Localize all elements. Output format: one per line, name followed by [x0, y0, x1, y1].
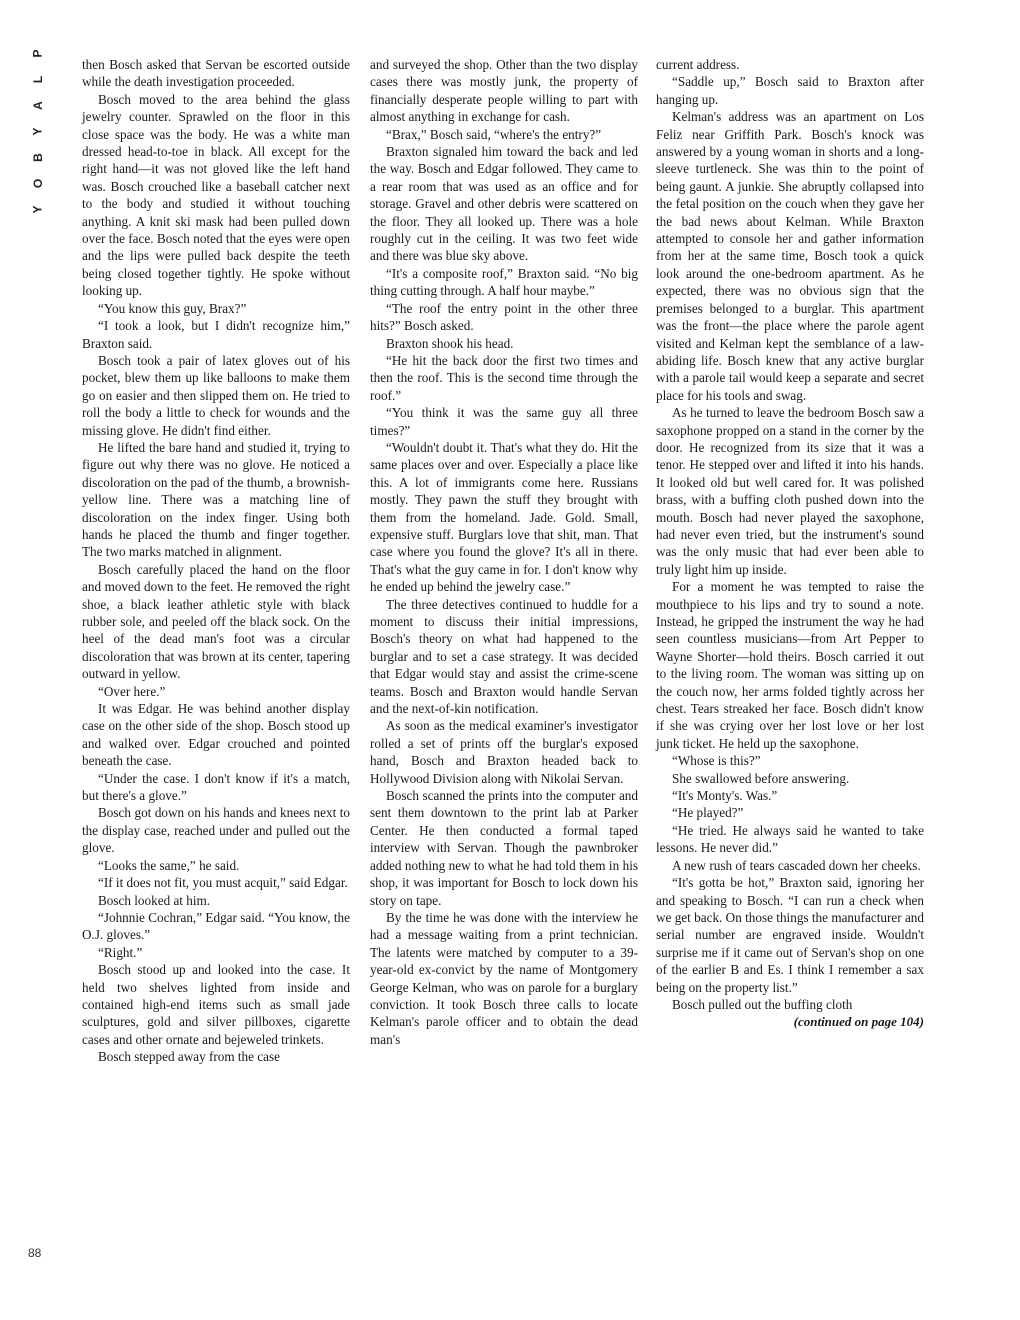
- magazine-logo: [28, 40, 48, 222]
- paragraph: “He played?”: [672, 805, 744, 821]
- paragraph: By the time he was done with the interview he had a message waiting from a print technician. The latents were matched by computer to a 39-year-old ex-convict by the name of Montgomery George Kelman, who was on parole for a burglary conviction. It took Bosch three calls to locate Kelman's parole officer and to obtain the dead man's: [370, 909, 638, 1047]
- paragraph: As soon as the medical examiner's investigator rolled a set of prints off the burglar's exposed hand, Bosch and Braxton headed back to Hollywood Division along with Nikolai Servan.: [370, 718, 638, 786]
- paragraph: “Saddle up,” Bosch said to Braxton after hanging up.: [656, 74, 924, 107]
- paragraph: He lifted the bare hand and studied it, trying to figure out why there was no glove. He noticed a discoloration on the pad of the thumb, a brownish-yellow line. There was a matching line of discoloration on the index finger. Using both hands he placed the thumb and finger together. The two marks matched in alignment.: [82, 439, 350, 560]
- paragraph: then Bosch asked that Servan be escorted outside while the death investigation proceeded.: [82, 57, 350, 90]
- text-column-2: [370, 56, 638, 1048]
- paragraph: She swallowed before answering.: [672, 770, 850, 786]
- paragraph: “Johnnie Cochran,” Edgar said. “You know, the O.J. gloves.”: [82, 909, 350, 943]
- paragraph: Bosch took a pair of latex gloves out of his pocket, blew them up like balloons to make them go on easier and then slipped them on. He tried to roll the body a little to check for wounds and the missing glove. He didn't find either.: [82, 352, 350, 438]
- paragraph: “Wouldn't doubt it. That's what they do. Hit the same places over and over. Especially a place like this. A lot of immigrants come here. Russians mostly. They pawn the stuff they brought with them from the homeland. Jade. Gold. Small, expensive stuff. Burglars love that shit, man. That case where you found the glove? It's all in there. That's what the guy came in for. I don't know why he ended up behind the jewelry case.”: [370, 439, 638, 595]
- paragraph: and surveyed the shop. Other than the two display cases there was mostly junk, the property of financially desperate people willing to part with almost anything in exchange for cash.: [370, 57, 638, 125]
- paragraph: “Whose is this?”: [672, 753, 761, 769]
- page-number: 88: [28, 1246, 42, 1260]
- paragraph: “He tried. He always said he wanted to take lessons. He never did.”: [656, 822, 924, 856]
- logo-letter: Y: [30, 126, 45, 136]
- paragraph: Bosch moved to the area behind the glass jewelry counter. Sprawled on the floor in this close space was the body. He was a white man dressed head-to-toe in black. All except for the right hand—it was not gloved like the left hand was. Bosch crouched like a baseball catcher next to the body and studied it without touching anything. A knit ski mask had been pulled down over the face. Bosch noted that the eyes were open and the lips were pulled back despite the teeth being closed together tightly. He spoke without looking up.: [82, 91, 350, 299]
- paragraph: “You know this guy, Brax?”: [98, 300, 247, 316]
- paragraph: Bosch stood up and looked into the case. It held two shelves lighted from inside and contained high-end items such as small jade sculptures, gold and silver pillboxes, cigarette cases and other ornate and bejeweled trinkets.: [82, 962, 350, 1047]
- paragraph: “It's gotta be hot,” Braxton said, ignoring her and speaking to Bosch. “I can run a check when we get back. On those things the manufacturer and serial number are engraved inside. Wouldn't surprise me if it came out of Servan's shop on one of the earlier B and Es. I think I remember a sax being on the property list.”: [656, 875, 924, 995]
- paragraph: A new rush of tears cascaded down her cheeks.: [672, 857, 921, 873]
- paragraph: “Over here.”: [98, 683, 166, 699]
- paragraph: The three detectives continued to huddle for a moment to discuss their initial impressions, Bosch's theory on what had happened to the burglar and to set a case strategy. It was decided that Edgar would stay and assist the crime-scene teams. Bosch and Braxton would handle Servan and the next-of-kin notification.: [370, 596, 638, 717]
- logo-letter: A: [30, 100, 45, 110]
- text-column-3: [656, 56, 924, 1031]
- paragraph: “He hit the back door the first two times and then the roof. This is the second time through the roof.”: [370, 352, 638, 403]
- paragraph: “It's Monty's. Was.”: [672, 788, 778, 804]
- paragraph: Braxton signaled him toward the back and led the way. Bosch and Edgar followed. They came to a rear room that was used as an office and for storage. Gravel and other debris were scattered on the floor. They all looked up. There was a hole roughly cut in the ceiling. It was two feet wide and there was blue sky above.: [370, 144, 638, 264]
- continued-note: (continued on page 104): [793, 1014, 924, 1030]
- logo-letter: P: [30, 48, 45, 58]
- paragraph: “Right.”: [98, 944, 143, 960]
- paragraph: “If it does not fit, you must acquit,” said Edgar.: [98, 875, 348, 891]
- paragraph: For a moment he was tempted to raise the mouthpiece to his lips and try to sound a note. Instead, he gripped the instrument the way he had seen countless musicians—from Art Pepper to Wayne Shorter—hold theirs. Bosch carried it out to the living room. The woman was sitting up on the couch now, her arms folded tightly across her chest. Tears streaked her face. Bosch didn't know if she was crying over her lost love or her lost junk ticket. He held up the saxophone.: [656, 579, 924, 751]
- paragraph: “You think it was the same guy all three times?”: [370, 405, 638, 438]
- paragraph: Bosch got down on his hands and knees next to the display case, reached under and pulled out the glove.: [82, 805, 350, 856]
- paragraph: current address.: [656, 57, 740, 72]
- paragraph: Bosch stepped away from the case: [98, 1049, 280, 1065]
- paragraph: As he turned to leave the bedroom Bosch saw a saxophone propped on a stand in the corner by the door. He recognized from its size that it was a tenor. He stepped over and lifted it into his hands. It looked old but well cared for. It was polished brass, with a buffing cloth pushed down into the mouth. Bosch had never played the saxophone, had never even tried, but the instrument's sound was the only music that had ever been able to truly light him up inside.: [656, 405, 924, 577]
- paragraph: Kelman's address was an apartment on Los Feliz near Griffith Park. Bosch's knock was answered by a young woman in shorts and a long-sleeve turtleneck. She was thin to the point of being gaunt. A junkie. She abruptly collapsed into the fetal position on the couch when they gave her the bad news about Kelman. While Braxton attempted to console her and gather information from her at the same time, Bosch took a quick look around the one-bedroom apartment. As he expected, there was no obvious sign that the premises belonged to a burglar. This apartment was the front—the place where the parole agent visited and Kelman kept the semblance of a law-abiding life. Bosch knew that any active burglar with a parole tail would keep a separate and secret place for his tools and swag.: [656, 109, 924, 403]
- logo-letter: O: [31, 177, 45, 189]
- paragraph: “It's a composite roof,” Braxton said. “No big thing cutting through. A half hour maybe.”: [370, 265, 638, 299]
- logo-letter: Y: [30, 204, 45, 214]
- paragraph: “The roof the entry point in the other three hits?” Bosch asked.: [370, 300, 638, 334]
- paragraph: Bosch looked at him.: [98, 892, 211, 908]
- logo-letter: B: [30, 152, 45, 162]
- paragraph: Braxton shook his head.: [386, 335, 514, 351]
- paragraph: Bosch pulled out the buffing cloth: [672, 996, 853, 1012]
- paragraph: “Looks the same,” he said.: [98, 857, 240, 873]
- paragraph: “Brax,” Bosch said, “where's the entry?”: [386, 126, 602, 142]
- logo-letter: L: [31, 74, 45, 84]
- paragraph: “I took a look, but I didn't recognize him,” Braxton said.: [82, 318, 350, 351]
- text-column-1: [82, 56, 350, 1066]
- paragraph: Bosch scanned the prints into the computer and sent them downtown to the print lab at Parker Center. He then conducted a formal taped interview with Servan. Though the pawnbroker added nothing new to what he had told them in his shop, it was important for Bosch to lock down his story on tape.: [370, 788, 638, 908]
- paragraph: “Under the case. I don't know if it's a match, but there's a glove.”: [82, 770, 350, 804]
- paragraph: It was Edgar. He was behind another display case on the other side of the shop. Bosch stood up and walked over. Edgar crouched and pointed beneath the case.: [82, 701, 350, 769]
- paragraph: Bosch carefully placed the hand on the floor and moved down to the feet. He removed the right shoe, a black leather athletic style with black rubber sole, and peeled off the black sock. On the heel of the dead man's foot was a circular discoloration that was brown at its center, tapering outward in yellow.: [82, 561, 350, 682]
